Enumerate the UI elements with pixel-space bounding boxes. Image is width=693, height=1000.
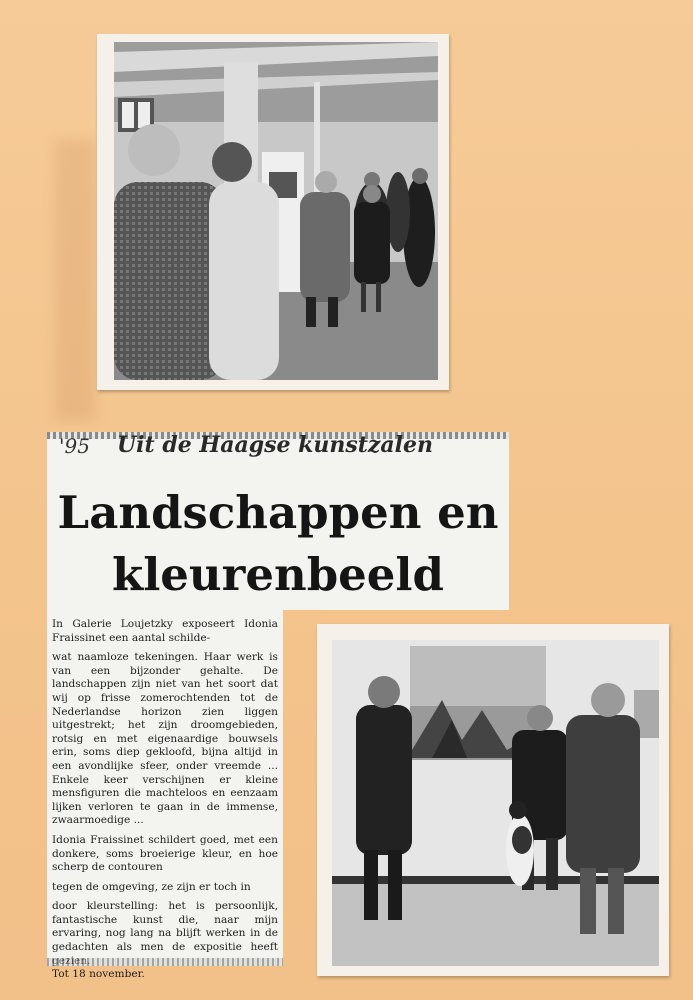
gallery-crowd-photo	[97, 34, 449, 390]
board-stain	[55, 140, 95, 420]
newspaper-article-clipping	[47, 610, 283, 981]
gallery-crowd-scene	[114, 42, 438, 380]
exhibition-group-image	[332, 640, 659, 966]
article-paragraph: tegen de omgeving, ze zijn er toch in	[52, 880, 251, 893]
article-paragraph: door kleurstelling: het is persoonlijk, fantastische kunst die, naar mijn ervaring, nog lang na blijft werken in de gedachten als men de expositie heeft	[52, 900, 278, 954]
article-paragraph: Idonia Fraissinet schildert goed, met een donkere, soms broeierige kleur, en hoe scherp de contouren	[52, 833, 278, 874]
headline-line-2: kleurenbeeld	[112, 548, 444, 601]
article-paragraph: In Galerie Loujetzky exposeert Idonia Fraissinet een aantal schilde-	[52, 618, 278, 644]
gallery-crowd-image	[114, 42, 438, 380]
exhibition-group-photo	[317, 624, 669, 976]
article-closing-date: Tot 18 november.	[52, 968, 145, 981]
clipping-bottom-strip	[47, 958, 283, 966]
kicker-title: Uit de Haagse kunstzalen	[117, 432, 434, 458]
article-paragraph: wat naamloze tekeningen. Haar werk is van een bijzonder gehalte. De landschappen zijn niet van het soort dat wij op frisse zomerochtenden tot de Nederlandse horizon zien liggen uitgestrekt; het zijn droomgebieden, rotsig en met eigenaardige bouwsels erin, soms diep gekloofd, bijna altijd in een avondlijke sfeer, onder vreemde ... Enkele keer verschijnen er kleine mensfiguren die machteloos en eenzaam lijken verloren te gaan in de immense, zwaarmoedige ...	[52, 651, 278, 827]
newspaper-headline-clipping	[47, 432, 509, 610]
handwritten-mark: '95	[59, 434, 90, 458]
article-body	[52, 618, 278, 982]
exhibition-group-scene	[332, 640, 659, 966]
headline-line-1: Landschappen en	[57, 486, 499, 539]
